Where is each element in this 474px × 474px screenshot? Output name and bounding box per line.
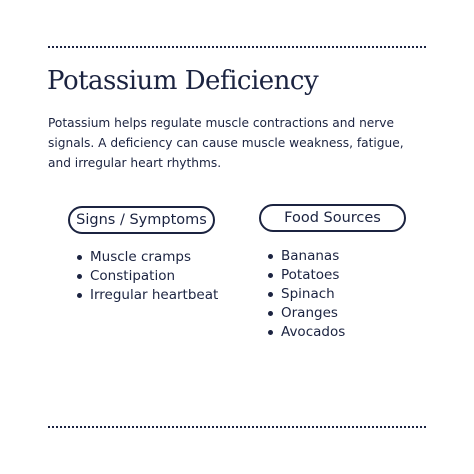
list-item: [268, 304, 345, 323]
list-item: [268, 285, 345, 304]
top-dotted-divider: [48, 46, 426, 48]
list-item: [77, 286, 218, 305]
bullet-icon: [77, 274, 82, 279]
bullet-icon: [268, 273, 273, 278]
list-item: [268, 266, 345, 285]
intro-paragraph: Potassium helps regulate muscle contractions and nerve signals. A deficiency can cause muscle weakness, fatigue, and irregular heart rhythms.: [48, 116, 404, 170]
bullet-icon: [268, 330, 273, 335]
bullet-icon: [77, 255, 82, 260]
list-item-text: Constipation: [90, 268, 176, 284]
list-item-text: Irregular heartbeat: [90, 287, 219, 303]
list-item-text: Oranges: [281, 305, 338, 321]
list-item: [77, 248, 218, 267]
list-item: [268, 323, 345, 342]
signs-symptoms-label: Signs / Symptoms: [68, 206, 215, 234]
signs-symptoms-list: [77, 248, 218, 305]
bullet-icon: [268, 311, 273, 316]
list-item: [268, 247, 345, 266]
food-sources-label: Food Sources: [259, 204, 406, 232]
list-item-text: Avocados: [281, 324, 346, 340]
list-item-text: Potatoes: [281, 267, 340, 283]
bullet-icon: [268, 254, 273, 259]
bullet-icon: [77, 293, 82, 298]
list-item: [77, 267, 218, 286]
bottom-dotted-divider: [48, 426, 426, 428]
food-sources-list: [268, 247, 345, 342]
list-item-text: Bananas: [281, 248, 340, 264]
list-item-text: Spinach: [281, 286, 335, 302]
list-item-text: Muscle cramps: [90, 249, 192, 265]
page-title: Potassium Deficiency: [47, 66, 319, 96]
bullet-icon: [268, 292, 273, 297]
